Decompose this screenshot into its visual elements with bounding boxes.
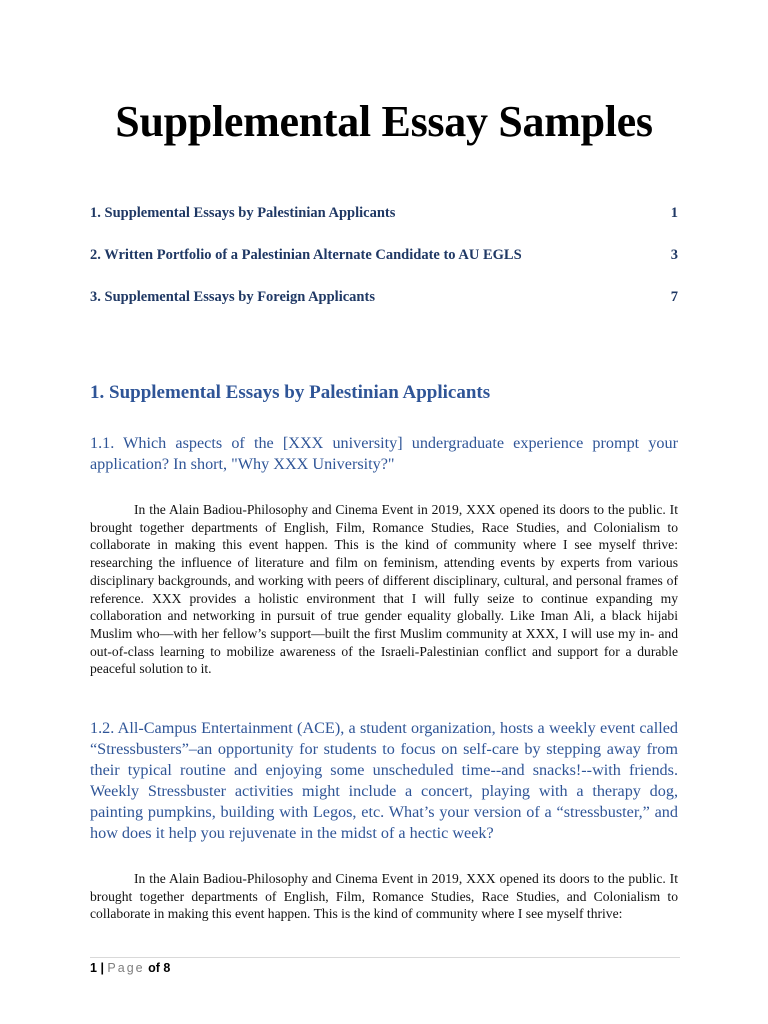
essay-paragraph: In the Alain Badiou-Philosophy and Cinema Event in 2019, XXX opened its doors to the public. It brought together departments of English, Film, Romance Studies, Race Studies, and Colonialism to collaborate in making this event happen. This is the kind of community where I see myself thrive: researching the influence of literature and film on feminism, attending events by experts from various disciplinary backgrounds, and working with peers of different disciplinary, cultural, and personal frames of reference. XXX provides a holistic environment that I will fully seize to continue expanding my collaboration and networking in pursuit of true gender equality globally. Like Iman Ali, a black hijabi Muslim who—with her fellow’s support—built the first Muslim community at XXX, I will use my in- and out-of-class learning to mobilize awareness of the Israeli-Palestinian conflict and support for a durable peaceful solution to it. bbox=[90, 502, 678, 677]
footer-divider bbox=[90, 957, 680, 958]
essay-paragraph: In the Alain Badiou-Philosophy and Cinema Event in 2019, XXX opened its doors to the public. It brought together departments of English, Film, Romance Studies, Race Studies, and Colonialism to collaborate in making this event happen. This is the kind of community where I see myself thrive: bbox=[90, 871, 678, 922]
toc-item-label: 2. Written Portfolio of a Palestinian Alternate Candidate to AU EGLS bbox=[90, 247, 522, 263]
toc-item[interactable] bbox=[90, 205, 678, 222]
section-heading: 1. Supplemental Essays by Palestinian Applicants bbox=[90, 382, 491, 403]
footer-separator: | bbox=[100, 961, 104, 975]
toc-item-label: 1. Supplemental Essays by Palestinian Applicants bbox=[90, 205, 396, 221]
toc-item-page: 1 bbox=[670, 205, 678, 221]
toc-item[interactable] bbox=[90, 247, 678, 264]
question-heading: 1.1. Which aspects of the [XXX university] undergraduate experience prompt your application? In short, "Why XXX University?" bbox=[90, 434, 678, 473]
footer-of-total: of 8 bbox=[148, 961, 171, 975]
toc-item[interactable] bbox=[90, 289, 678, 306]
document-title: Supplemental Essay Samples bbox=[115, 97, 653, 146]
question-heading: 1.2. All-Campus Entertainment (ACE), a student organization, hosts a weekly event called “Stressbusters”–an opportunity for students to focus on self-care by stepping away from their typical routine and enjoying some unscheduled time--and snacks!--with friends. Weekly Stressbuster activities might include a concert, playing with a therapy dog, painting pumpkins, building with Legos, etc. What’s your version of a “stressbuster,” and how does it help you rejuvenate in the midst of a hectic week? bbox=[90, 719, 678, 842]
footer-page-number: 1 bbox=[90, 961, 97, 975]
toc-item-page: 7 bbox=[670, 289, 678, 305]
page-footer bbox=[90, 961, 170, 975]
toc-item-page: 3 bbox=[670, 247, 678, 263]
footer-page-word: Page bbox=[107, 961, 145, 975]
toc-item-label: 3. Supplemental Essays by Foreign Applicants bbox=[90, 289, 375, 305]
